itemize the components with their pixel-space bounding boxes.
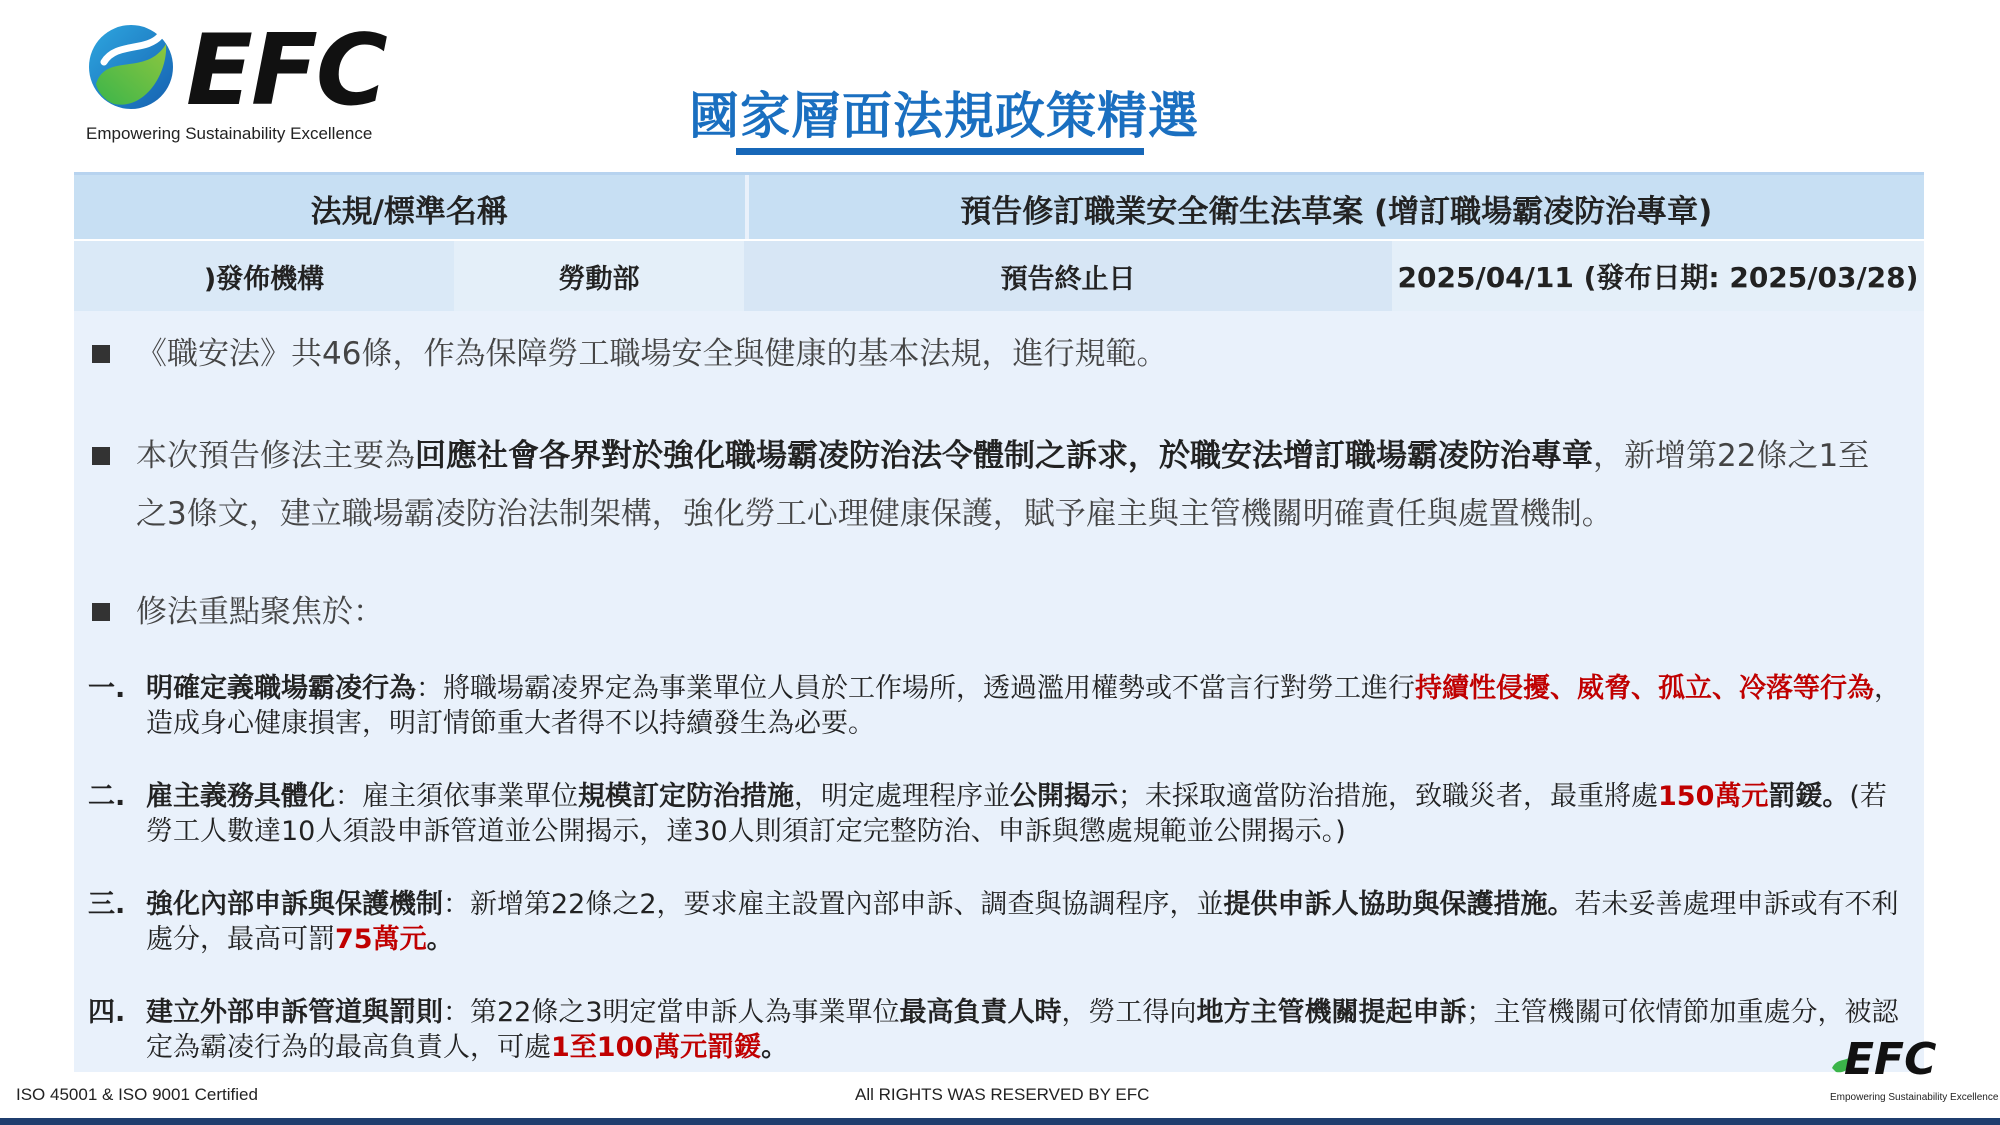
footer-logo-name: EFC <box>1844 1034 1937 1085</box>
list-item <box>88 995 1908 1065</box>
bullet-text: 《職安法》共46條，作為保障勞工職場安全與健康的基本法規，進行規範。 <box>136 336 1168 372</box>
item-text: 建立外部申訴管道與罰則：第22條之3明定當申訴人為事業單位最高負責人時，勞工得向地方主管機關提起申訴；主管機關可依情節加重處分，被認定為霸凌行為的最高負責人，可處1至100萬元罰鍰。 <box>146 997 1899 1063</box>
item-text: 強化內部申訴與保護機制：新增第22條之2，要求雇主設置內部申訴、調查與協調程序，並提供申訴人協助與保護措施。若未妥善處理申訴或有不利處分，最高可罰75萬元。 <box>146 889 1899 955</box>
bullet-text: 修法重點聚焦於： <box>136 594 384 630</box>
deadline-value: 2025/04/11 (發布日期: 2025/03/28) <box>1392 241 1924 311</box>
deadline-label: 預告終止日 <box>744 241 1392 311</box>
logo-name: EFC <box>186 14 386 128</box>
bullet-focus-points <box>92 583 1882 641</box>
footer-logo <box>1830 1034 1999 1103</box>
regulation-name-value: 預告修訂職業安全衛生法草案 (增訂職場霸凌防治專章) <box>749 175 1924 241</box>
table-row <box>74 175 1924 241</box>
certification-text: ISO 45001 & ISO 9001 Certified <box>16 1085 258 1104</box>
highlight-text: 持續性侵擾、威脅、孤立、冷落等行為 <box>1415 673 1874 704</box>
item-text: 雇主義務具體化：雇主須依事業單位規模訂定防治措施，明定處理程序並公開揭示；未採取適當防治措施，致職災者，最重將處150萬元罰鍰。(若勞工人數達10人須設申訴管道並公開揭示，達30人則須訂定完整防治、申訴與懲處規範並公開揭示。) <box>146 781 1887 847</box>
publisher-label: )發佈機構 <box>74 241 454 311</box>
list-item <box>88 779 1908 849</box>
bold-text: 回應社會各界對於強化職場霸凌防治法令體制之訴求，於職安法增訂職場霸凌防治專章 <box>415 438 1593 474</box>
bullet-text: 本次預告修法主要為回應社會各界對於強化職場霸凌防治法令體制之訴求，於職安法增訂職場霸凌防治專章，新增第22條之1至之3條文，建立職場霸凌防治法制架構，強化勞工心理健康保護，賦予雇主與主管機關明確責任與處置機制。 <box>136 438 1870 532</box>
item-text: 明確定義職場霸凌行為：將職場霸凌界定為事業單位人員於工作場所，透過濫用權勢或不當言行對勞工進行持續性侵擾、威脅、孤立、冷落等行為，造成身心健康損害，明訂情節重大者得不以持續發生為必要。 <box>146 673 1901 739</box>
content-panel <box>74 172 1924 1072</box>
item-number: 四. <box>88 997 126 1028</box>
highlight-text: 150萬元 <box>1658 781 1769 812</box>
highlight-text: 1至100萬元罰鍰 <box>551 1032 762 1063</box>
regulation-name-label: 法規/標準名稱 <box>74 175 745 241</box>
bullet-overview <box>92 325 1882 383</box>
table-row <box>74 241 1924 311</box>
page-title: 國家層面法規政策精選 <box>689 87 1199 145</box>
highlight-text: 75萬元 <box>335 924 427 955</box>
square-bullet-icon <box>92 345 110 363</box>
footer-logo-tagline: Empowering Sustainability Excellence <box>1830 1092 1999 1103</box>
square-bullet-icon <box>92 447 110 465</box>
publisher-value: 勞動部 <box>454 241 744 311</box>
bottom-bar <box>0 1118 2000 1125</box>
square-bullet-icon <box>92 603 110 621</box>
list-item <box>88 671 1908 741</box>
logo-tagline: Empowering Sustainability Excellence <box>86 124 373 143</box>
list-item <box>88 887 1908 957</box>
bullet-amendment-purpose <box>92 427 1882 543</box>
item-number: 二. <box>88 781 126 812</box>
title-underline <box>736 148 1144 155</box>
item-number: 一. <box>88 673 126 704</box>
copyright-text: All RIGHTS WAS RESERVED BY EFC <box>855 1085 1150 1104</box>
item-number: 三. <box>88 889 126 920</box>
